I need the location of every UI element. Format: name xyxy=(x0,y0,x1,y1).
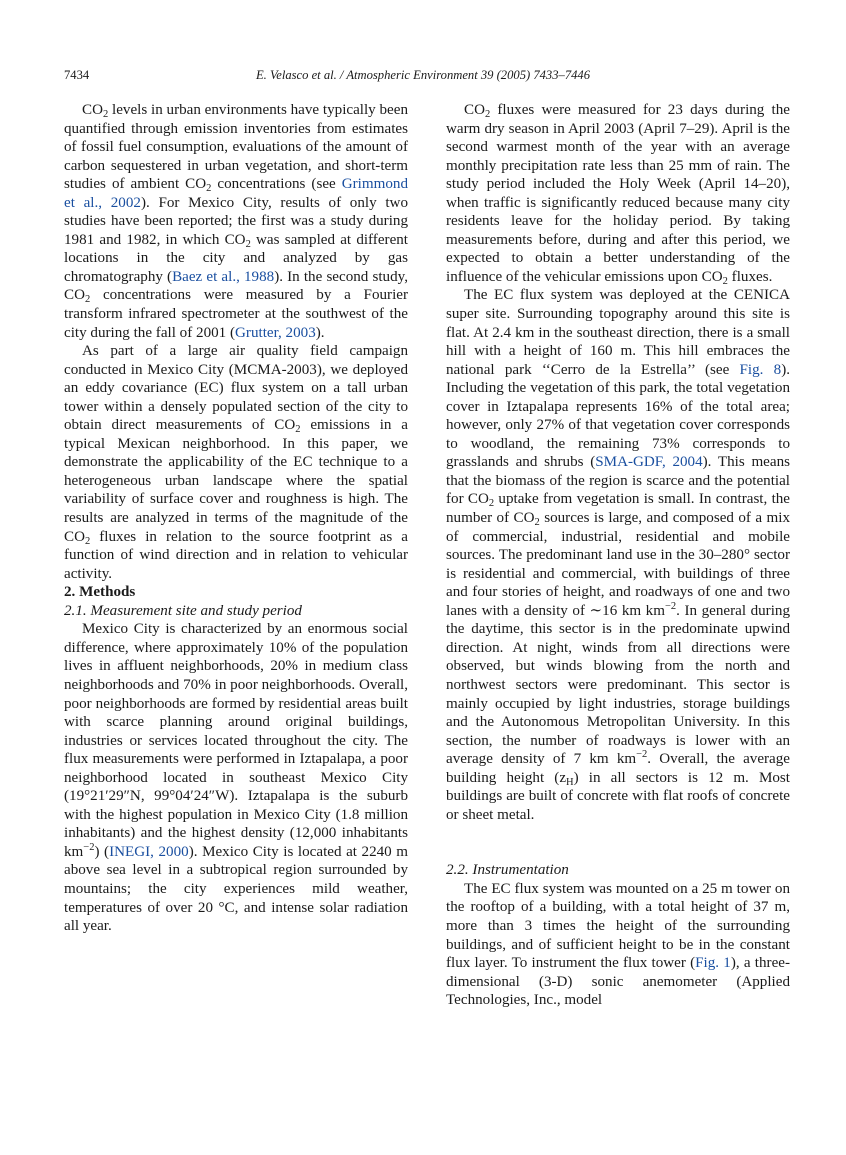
figure-link[interactable]: Fig. 1 xyxy=(695,955,731,972)
citation-link[interactable]: Grutter, 2003 xyxy=(235,324,316,341)
paragraph: Mexico City is characterized by an enormous social difference, where approximately 10% of the population lives in affluent neighborhoods, 20% in medium class neighborhoods and 70% in poor neighborhoods. Overall, poor neighborhoods are formed by residential areas built with scarce planning around original buildings, industries or services located throughout the city. The flux measurements were performed in Iztapalapa, a poor neighborhood located in southeast Mexico City (19°21′29″N, 99°04′24″W). Iztapalapa is the suburb with the highest population in Mexico City (1.8 million inhabitants) and the highest density (12,000 inhabitants $km^{-2}$) (INEGI, 2000). Mexico City is located at 2240 m above sea level in a subtropical region surrounded by mountains; the city experiences mild weather, temperatures of over 20 °C, and intense solar radiation all year. xyxy=(64,621,409,935)
section-heading: 2. Methods xyxy=(64,584,136,601)
running-head xyxy=(0,68,846,86)
subsection-heading: 2.2. Instrumentation xyxy=(446,862,569,879)
journal-citation: E. Velasco et al. / Atmospheric Environment 39 (2005) 7433–7446 xyxy=(255,68,591,82)
left-column xyxy=(64,101,408,936)
citation-link[interactable]: INEGI, 2000 xyxy=(109,843,189,860)
paragraph: The EC flux system was mounted on a 25 m tower on the rooftop of a building, with a total height of 37 m, more than 3 times the height of the surrounding buildings, and of sufficient height to be in the constant flux layer. To instrument the flux tower (Fig. 1), a three-dimensional (3-D) sonic anemometer (Applied Technologies, Inc., model xyxy=(446,880,790,1009)
right-column xyxy=(446,101,790,1010)
paragraph: $CO_2$ levels in urban environments have typically been quantified through emission inventories from estimates of fossil fuel consumption, evaluations of the amount of carbon sequestered in urban vegetation, and short-term studies of ambient $CO_2$ concentrations (see Grimmond et al., 2002). For Mexico City, results of only two studies have been reported; the first was a study during 1981 and 1982, in which $CO_2$ was sampled at different locations in the city and analyzed by gas chromatography (Baez et al., 1988). In the second study, $CO_2$ concentrations were measured by a Fourier transform infrared spectrometer at the southwest of the city during the fall of 2001 (Grutter, 2003). xyxy=(64,102,409,341)
paragraph: $CO_2$ fluxes were measured for 23 days during the warm dry season in April 2003 (April 7–29). April is the second warmest month of the year with an average monthly precipitation rate less than 25 mm of rain. The study period included the Holy Week (April 14–20), when traffic is significantly reduced because many city residents leave for the holiday period. By taking measurements before, during and after this period, we expected to obtain a better understanding of the influence of the vehicular emissions upon $CO_2$ fluxes. xyxy=(446,102,790,287)
page-number: 7434 xyxy=(64,68,90,82)
citation-link[interactable]: SMA-GDF, 2004 xyxy=(595,454,703,471)
subsection-heading: 2.1. Measurement site and study period xyxy=(64,602,302,619)
figure-link[interactable]: Fig. 8 xyxy=(739,361,782,378)
citation-link[interactable]: Grimmond et al., 2002 xyxy=(64,176,408,211)
citation-link[interactable]: Baez et al., 1988 xyxy=(172,268,275,285)
paragraph: As part of a large air quality field campaign conducted in Mexico City (MCMA-2003), we deployed an eddy covariance (EC) flux system on a tall urban tower within a densely populated section of the city to obtain direct measurements of $CO_2$ emissions in a typical Mexican neighborhood. In this paper, we demonstrate the applicability of the EC technique to a heterogeneous urban landscape where the spatial variability of surface cover and roughness is high. The results are analyzed in terms of the magnitude of the $CO_2$ fluxes in relation to the source footprint as a function of wind direction and in relation to vehicular activity. xyxy=(64,343,408,582)
paragraph: The EC flux system was deployed at the CENICA super site. Surrounding topography around this site is flat. At 2.4 km in the southeast direction, there is a small hill with a height of 160 m. This hill embraces the national park ‘‘Cerro de la Estrella’’ (see Fig. 8). Including the vegetation of this park, the total vegetation cover in Iztapalapa represents 16% of the total area; however, only 27% of that vegetation cover corresponds to woodland, the remaining 73% corresponds to grasslands and shrubs (SMA-GDF, 2004). This means that the biomass of the region is scarce and the potential for $CO_2$ uptake from vegetation is small. In contrast, the number of $CO_2$ sources is large, and composed of a mix of commercial, industrial, residential and mobile sources. The predominant land use in the 30–280° sector is residential and commercial, with buildings of three and four stories of height, and roadways of one and two lanes with a density of ∼16 km $km^{-2}$. In general during the daytime, this sector is in the predominate upwind direction. At night, winds from all directions were observed, but winds blowing from the north and northwest sectors were predominant. This sector is mainly occupied by light industries, storage buildings and the Autonomous Metropolitan University. In this section, the number of roadways is lower with an average density of 7 km $km^{-2}$. Overall, the average building height $(z_H)$ in all sectors is 12 m. Most buildings are built of concrete with flat roofs of concrete or sheet metal. xyxy=(446,287,791,823)
